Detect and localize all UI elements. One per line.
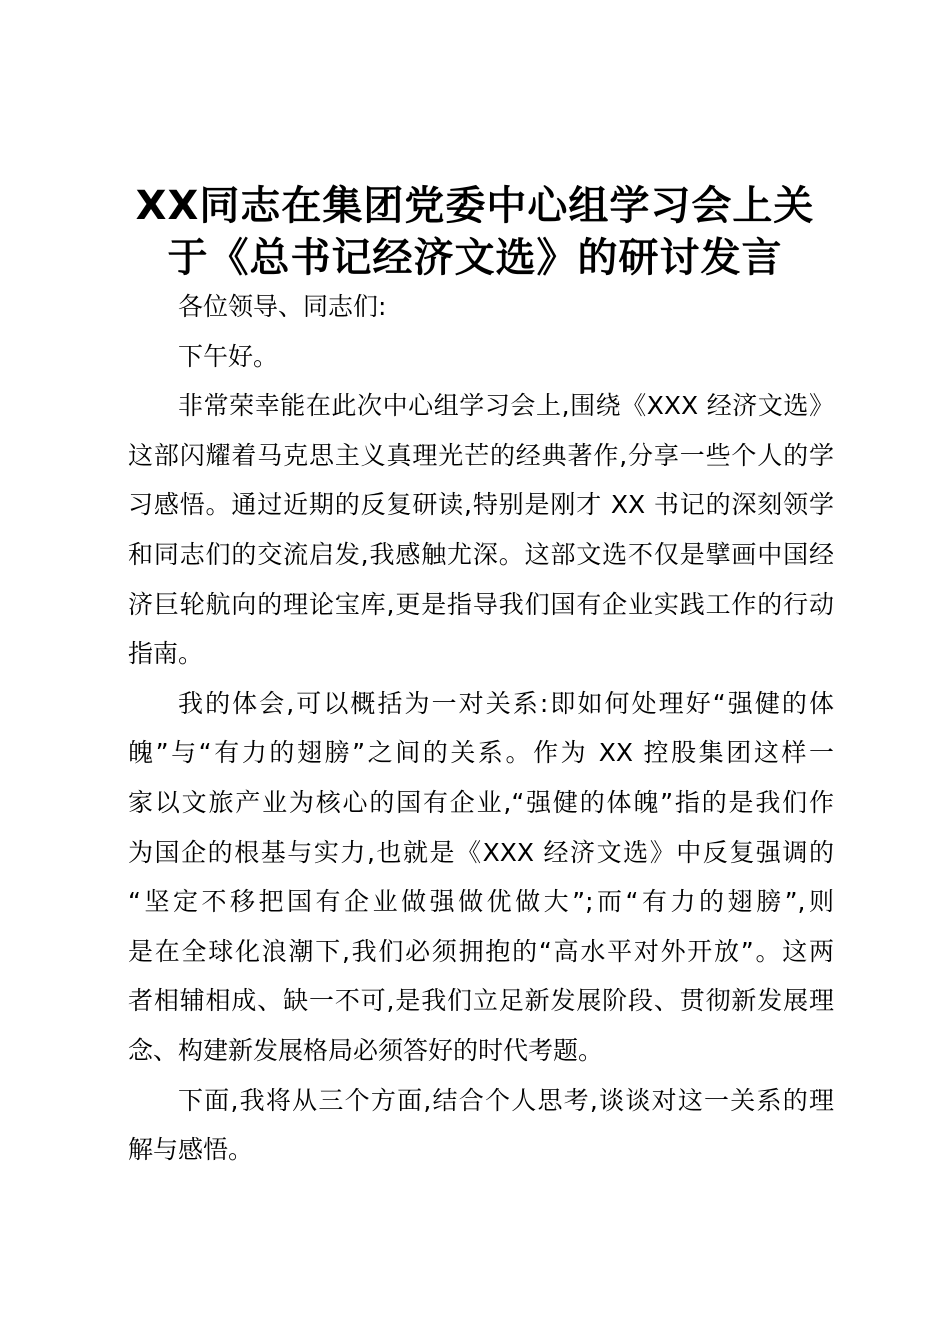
paragraph	[128, 679, 834, 1076]
title-line-1: XX同志在集团党委中心组学习会上关	[135, 183, 815, 229]
paragraph-line: 我的体会,可以概括为一对关系:即如何处理好“强健的体	[178, 688, 834, 718]
document-title	[0, 180, 950, 284]
document-body	[128, 282, 834, 1175]
paragraph-line: “坚定不移把国有企业做强做优做大”;而“有力的翅膀”,则	[128, 887, 834, 917]
paragraph-line: 指南。	[128, 639, 204, 669]
paragraph	[128, 282, 834, 332]
paragraph-line: 下面,我将从三个方面,结合个人思考,谈谈对这一关系的理	[178, 1085, 834, 1115]
paragraph	[128, 381, 834, 679]
paragraph-line: 和同志们的交流启发,我感触尤深。这部文选不仅是擘画中国经	[128, 539, 834, 569]
paragraph-line: 这部闪耀着马克思主义真理光芒的经典著作,分享一些个人的学	[128, 440, 834, 470]
paragraph-line: 各位领导、同志们:	[178, 292, 387, 321]
paragraph-line: 下午好。	[178, 341, 279, 371]
paragraph-line: 魄”与“有力的翅膀”之间的关系。作为 XX 控股集团这样一	[128, 738, 834, 768]
paragraph-line: 解与感悟。	[128, 1135, 254, 1165]
paragraph-line: 是在全球化浪潮下,我们必须拥抱的“高水平对外开放”。这两	[128, 936, 834, 966]
paragraph	[128, 1076, 834, 1175]
paragraph	[128, 332, 834, 382]
paragraph-line: 习感悟。通过近期的反复研读,特别是刚才 XX 书记的深刻领学	[128, 490, 834, 520]
paragraph-line: 为国企的根基与实力,也就是《XXX 经济文选》中反复强调的	[128, 837, 834, 867]
paragraph-line: 家以文旅产业为核心的国有企业,“强健的体魄”指的是我们作	[128, 787, 834, 817]
paragraph-line: 念、构建新发展格局必须答好的时代考题。	[128, 1035, 604, 1065]
paragraph-line: 者相辅相成、缺一不可,是我们立足新发展阶段、贯彻新发展理	[128, 986, 834, 1016]
title-line-2: 于《总书记经济文选》的研讨发言	[167, 235, 783, 281]
paragraph-line: 济巨轮航向的理论宝库,更是指导我们国有企业实践工作的行动	[128, 589, 834, 619]
paragraph-line: 非常荣幸能在此次中心组学习会上,围绕《XXX 经济文选》	[178, 391, 834, 421]
